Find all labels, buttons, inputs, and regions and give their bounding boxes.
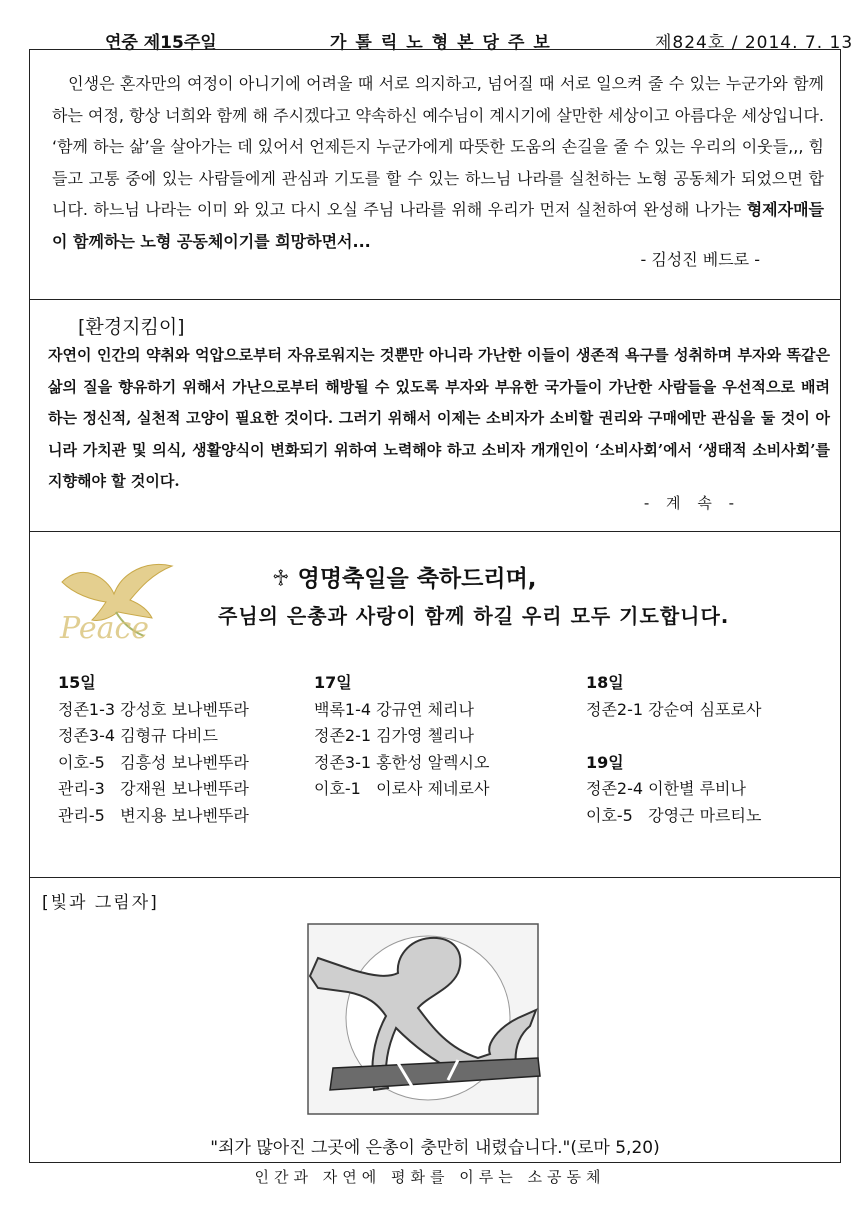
- feast-day-label: 19일: [586, 752, 624, 772]
- feast-name-entry: 정존2-1 강순여 심포로사: [586, 699, 762, 719]
- feast-day-label: 17일: [314, 673, 352, 692]
- issue-number-date: 제824호 / 2014. 7. 13: [655, 33, 854, 53]
- feast-name-entry: 이호-5 김흥성 보나벤뚜라: [58, 752, 249, 772]
- feast-subtitle: 주님의 은총과 사랑이 함께 하길 우리 모두 기도합니다.: [218, 604, 730, 628]
- peace-logo-text: Peace: [60, 611, 150, 642]
- light-shadow-section: [30, 878, 840, 1162]
- feast-column-3: [586, 670, 761, 829]
- feast-day-label: 15일: [58, 673, 96, 692]
- feast-name-entry: 정존3-4 김형규 다비드: [58, 726, 218, 745]
- feast-name-entry: 이호-1 이로사 제네로사: [314, 779, 490, 798]
- bulletin-title: 가톨릭노형본당주보: [330, 33, 559, 53]
- liturgical-week: 연중 제15주일: [105, 33, 217, 53]
- page-footer: 인간과 자연에 평화를 이루는 소공동체: [254, 1168, 606, 1186]
- intro-paragraph: [52, 68, 824, 258]
- environment-section: [30, 300, 840, 532]
- feast-day-label: 18일: [586, 673, 624, 692]
- feast-name-entry: 백록1-4 강규연 체리나: [314, 699, 474, 719]
- scripture-quote: "죄가 많아진 그곳에 은총이 충만히 내렸습니다."(로마 5,20): [210, 1138, 660, 1158]
- feast-name-entry: 관리-5 변지용 보나벤뚜라: [58, 805, 249, 825]
- environment-text: 자연이 인간의 약취와 억압으로부터 자유로워지는 것뿐만 아니라 가난한 이들이 생존적 욕구를 성취하며 부자와 똑같은 삶의 질을 향유하기 위해서 가난으로부터 해방될 수 있도록 부자와 부유한 국가들이 가난한 사람들을 우선적으로 배려하는 정신적, 실천적 고양이 필요한 것이다. 그러기 위해서 이제는 소비자가 소비할 권리와 구매에만 관심을 둘 것이 아니라 가치관 및 의식, 생활양식이 변화되기 위하여 노력해야 하고 소비자 개개인이 ‘소비사회’에서 ‘생태적 소비사회’를 지향해야 할 것이다.: [48, 346, 830, 490]
- intro-text: 인생은 혼자만의 여정이 아니기에 어려울 때 서로 의지하고, 넘어질 때 서로 일으켜 줄 수 있는 누군가와 함께하는 여정, 항상 너희와 함께 해 주시겠다고 약속하신 예수님이 계시기에 살만한 세상이고 아름다운 세상입니다. ‘함께 하는 삶’을 살아가는 데 있어서 언제든지 누군가에게 따뜻한 도움의 손길을 줄 수 있는 우리의 이웃들,,, 힘들고 고통 중에 있는 사람들에게 관심과 기도를 할 수 있는 하느님 나라를 실천하는 노형 공동체가 되었으면 합니다. 하느님 나라는 이미 와 있고 다시 오실 주님 나라를 위해 우리가 먼저 실천하여 완성해 나가는: [52, 74, 824, 220]
- peace-dove-logo: [52, 552, 180, 642]
- feast-column-2: [314, 670, 489, 803]
- feast-name-entry: 정존2-4 이한별 루비나: [586, 779, 746, 798]
- intro-signature: - 김성진 베드로 -: [640, 250, 760, 269]
- intro-section: [30, 50, 840, 300]
- feast-column-1: [58, 670, 249, 829]
- feast-name-entry: 이호-5 강영근 마르티노: [586, 805, 762, 825]
- feast-name-entry: 정존2-1 김가영 첼리나: [314, 726, 474, 745]
- intro-text-bold: 형제자매들이 함께하는 노형 공동체이기를 희망하면서...: [52, 200, 824, 251]
- feast-day-section: [30, 532, 840, 878]
- figure-illustration: [278, 918, 568, 1118]
- continued-label: - 계 속 -: [643, 494, 740, 512]
- feast-title: ♱ 영명축일을 축하드리며,: [272, 566, 537, 592]
- environment-title: [환경지킴이]: [78, 316, 185, 338]
- feast-name-entry: 정존3-1 홍한성 알렉시오: [314, 752, 490, 772]
- feast-name-entry: 정존1-3 강성호 보나벤뚜라: [58, 699, 249, 719]
- bulletin-frame: [29, 49, 841, 1163]
- feast-name-entry: 관리-3 강재원 보나벤뚜라: [58, 779, 249, 798]
- light-shadow-title: [빛과 그림자]: [42, 893, 159, 913]
